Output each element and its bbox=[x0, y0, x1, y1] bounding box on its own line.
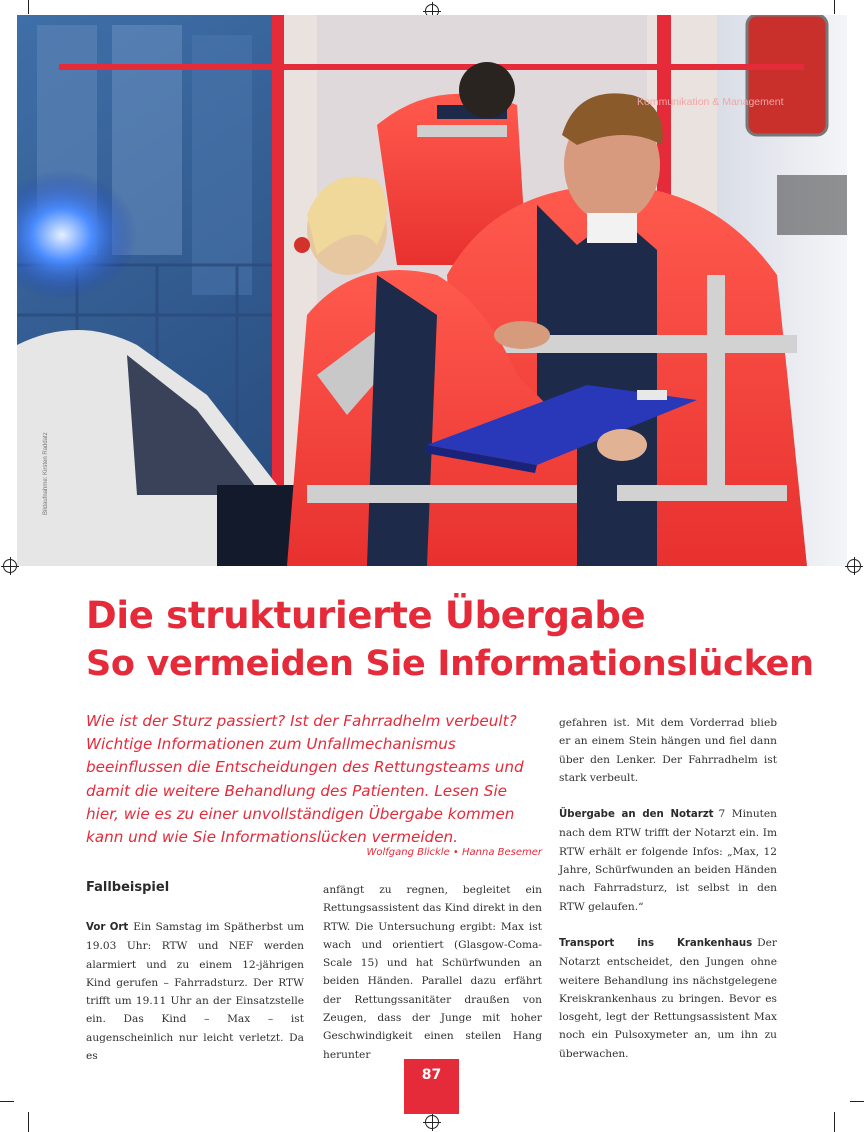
paragraph-text: gefahren ist. Mit dem Vorderrad blieb er an einem Stein hängen und fiel dann über den Lenker. Der Fahrradhelm ist stark verbeult. bbox=[559, 717, 777, 784]
section-rubric: Kommunikation & Management bbox=[637, 96, 784, 108]
registration-mark-icon bbox=[847, 559, 861, 573]
paragraph-text: Der Notarzt entscheidet, den Jungen ohne weitere Behandlung ins nächstgelegene Kreiskrankenhaus zu bringen. Bevor es losgeht, legt der Rettungsassistent Max noch ein Pulsoxymeter an, um ihn zu überwachen. bbox=[559, 936, 777, 1060]
crop-mark bbox=[28, 1112, 29, 1132]
paragraph-text: 7 Minuten nach dem RTW trifft der Notarzt ein. Im RTW erhält er folgende Infos: „Max, 12 Jahre, Schürfwunden an beiden Händen nach Fahrradsturz, ist selbst in den RTW gelaufen.“ bbox=[559, 808, 778, 913]
paragraph-text: Ein Samstag im Spätherbst um 19.03 Uhr: RTW und NEF werden alarmiert und zu einem 12-jährigen Kind gerufen – Fahrradsturz. Der RTW trifft um 19.11 Uhr an der Einsatzstelle ein. Das Kind – Max – ist augenscheinlich nur leicht verletzt. Da es bbox=[86, 921, 305, 1063]
article-lead: Wie ist der Sturz passiert? Ist der Fahrradhelm verbeult? Wichtige Informationen zum Unfallmechanismus beeinflussen die Entscheidungen des Rettungsteams und damit die weitere Behandlung des Patienten. Lesen Sie hier, wie es zu einer unvollständigen Übergabe kommen kann und wie Sie Informationslücken vermeiden. bbox=[86, 712, 524, 847]
paragraph bbox=[559, 934, 777, 1063]
hero-photo bbox=[17, 15, 847, 566]
run-in-heading: Transport ins Krankenhaus bbox=[559, 937, 753, 949]
article-subtitle: So vermeiden Sie Informationslücken bbox=[86, 644, 814, 684]
registration-mark-icon bbox=[425, 1115, 439, 1129]
paragraph-text: anfängt zu regnen, begleitet ein Rettungsassistent das Kind direkt in den RTW. Die Untersuchung ergibt: Max ist wach und orientiert (Glasgow-Coma-Scale 15) und hat Schürfwunden an beiden Händen. Parallel dazu erfährt der Rettungssanitäter draußen von Zeugen, dass der Junge mit hoher Geschwindigkeit einen steilen Hang herunter bbox=[323, 884, 542, 1061]
section-heading: Fallbeispiel bbox=[86, 880, 170, 895]
text-column-1 bbox=[86, 918, 304, 1065]
text-column-3 bbox=[559, 714, 777, 1063]
crop-mark bbox=[0, 1101, 14, 1102]
paragraph bbox=[86, 918, 304, 1065]
crop-mark bbox=[834, 0, 835, 14]
registration-mark-icon bbox=[3, 559, 17, 573]
paragraph bbox=[559, 805, 777, 916]
run-in-heading: Vor Ort bbox=[86, 922, 129, 933]
text-column-2 bbox=[323, 881, 542, 1064]
page-number-box bbox=[404, 1059, 459, 1114]
page-number: 87 bbox=[421, 1067, 442, 1083]
crop-mark bbox=[834, 1112, 835, 1132]
photo-credit: Bildaufnahme: Kirsten Raddatz bbox=[43, 432, 49, 515]
run-in-heading: Übergabe an den Notarzt bbox=[559, 809, 714, 821]
article-title: Die strukturierte Übergabe bbox=[86, 594, 646, 637]
crop-mark bbox=[28, 0, 29, 14]
article-authors: Wolfgang Blickle • Hanna Besemer bbox=[366, 847, 542, 858]
crop-mark bbox=[850, 1101, 864, 1102]
